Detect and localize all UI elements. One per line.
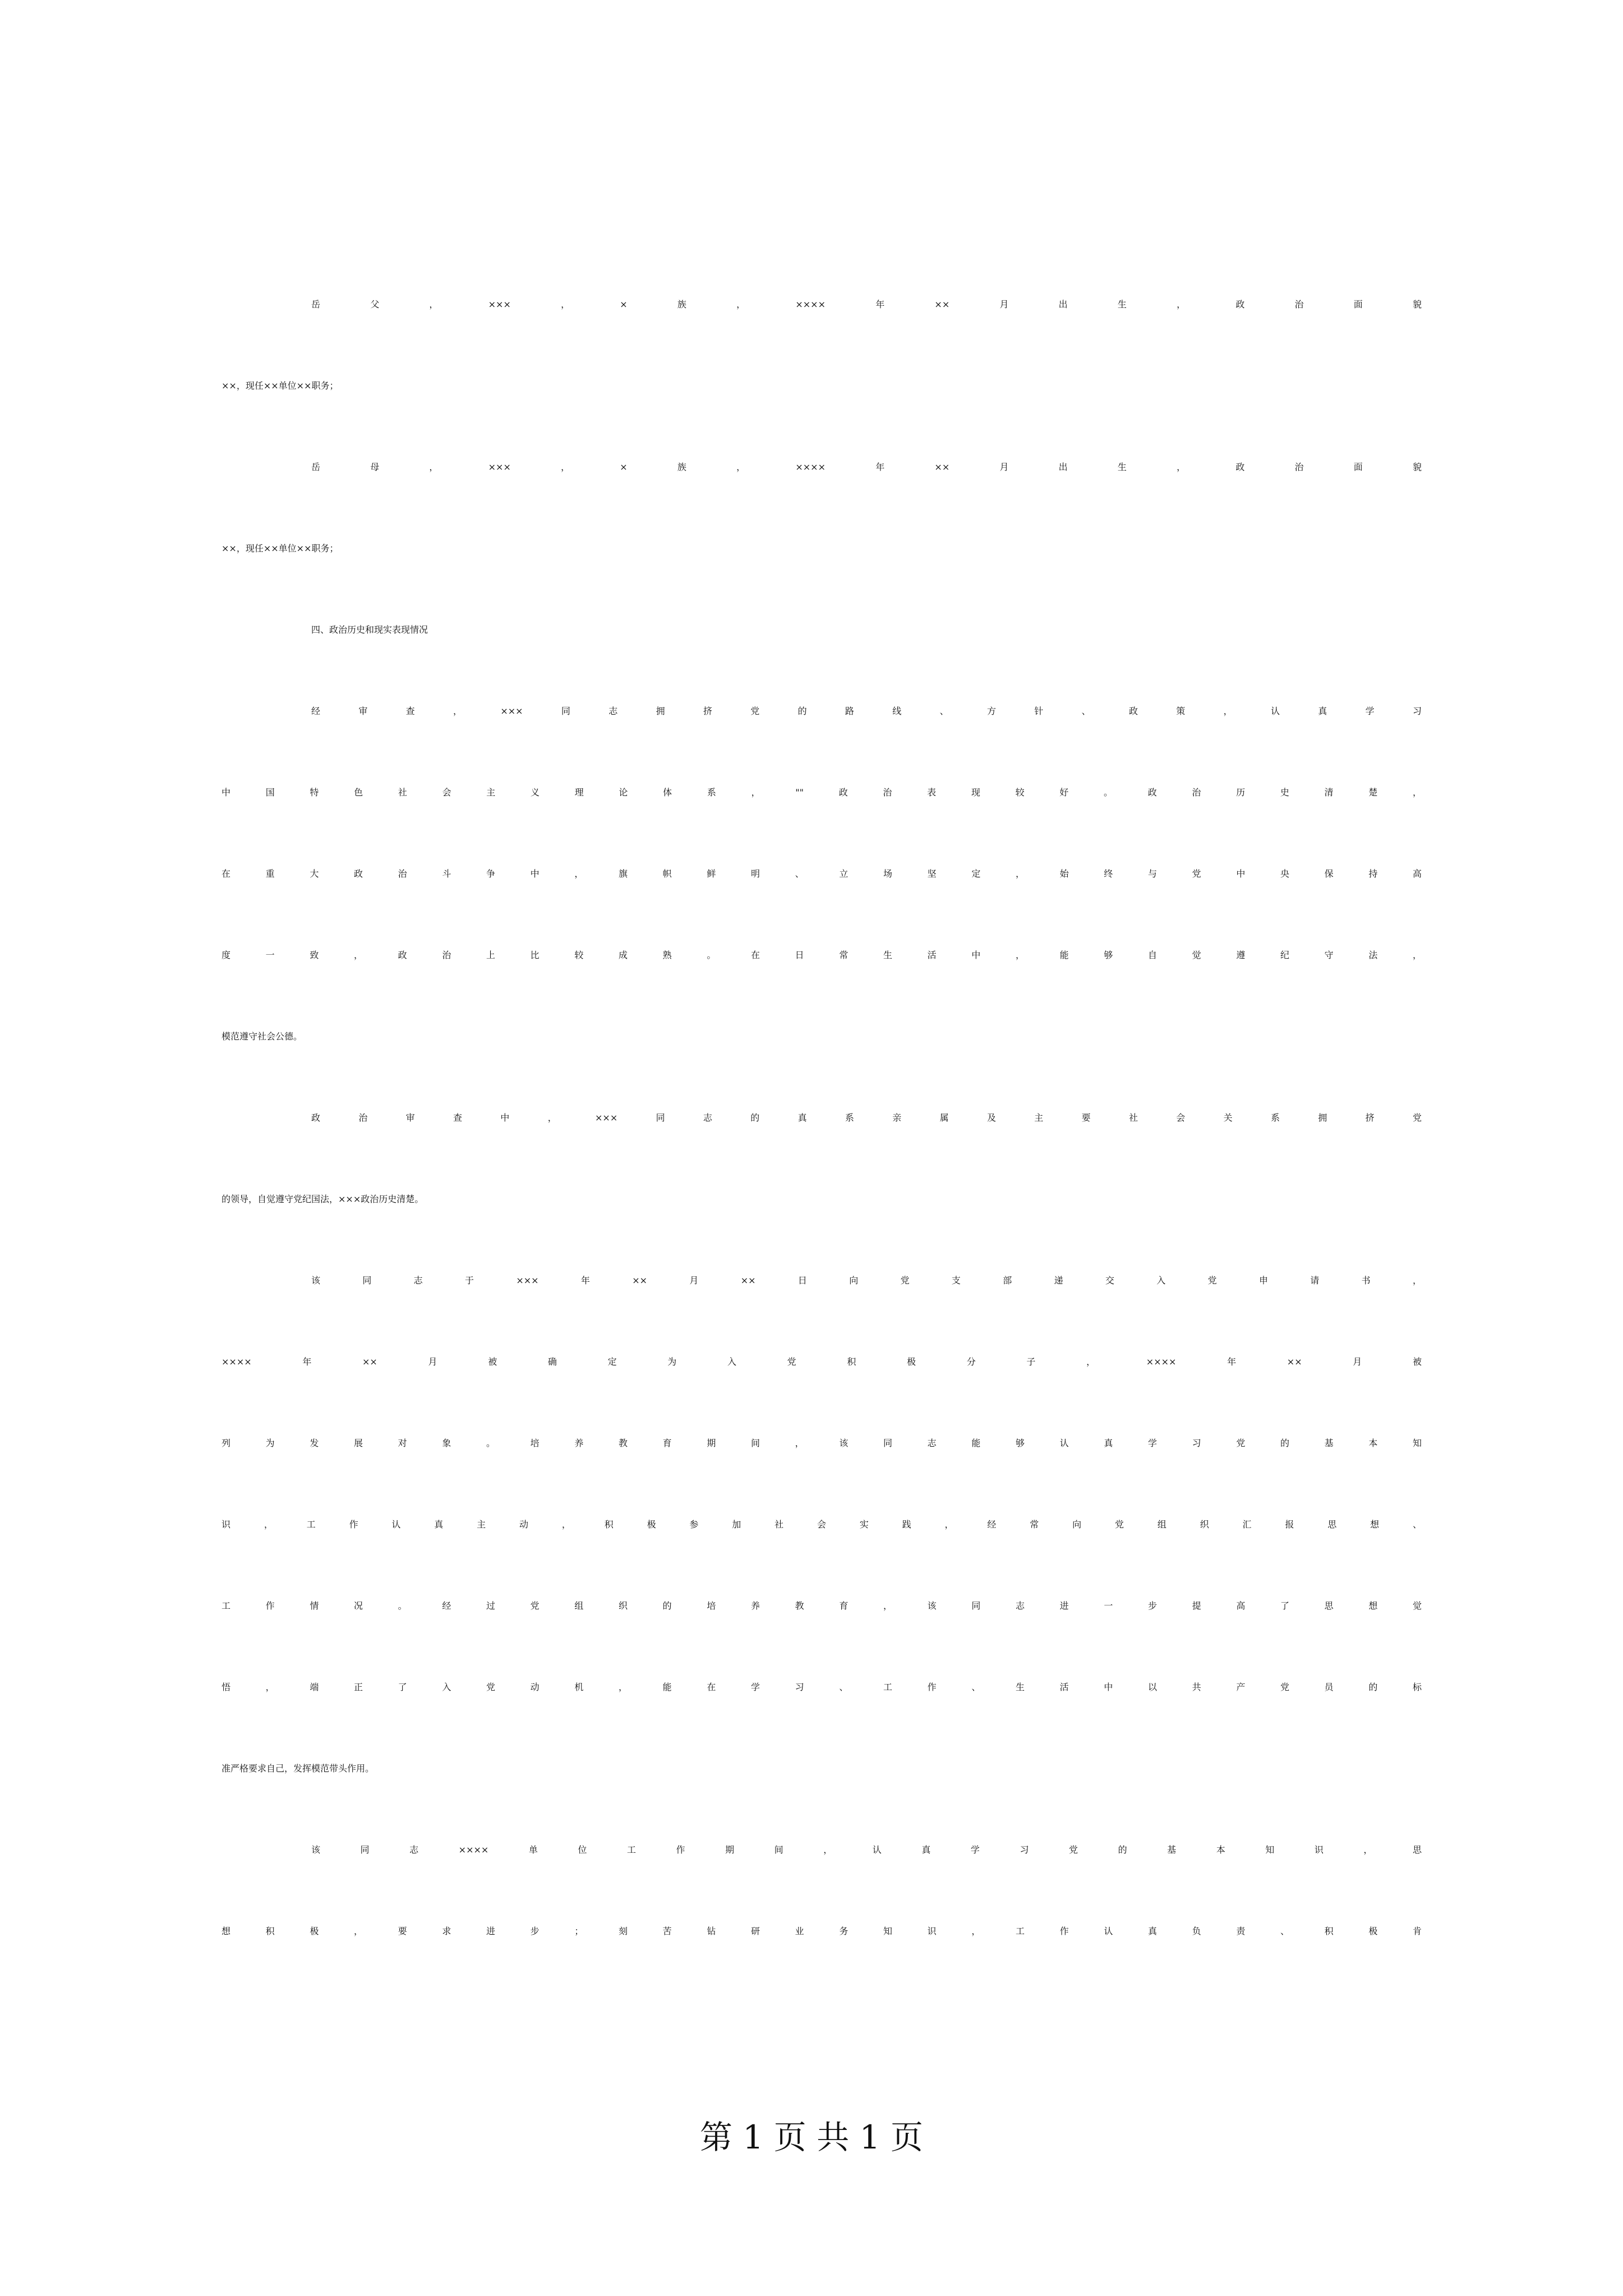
text-line: 列为发展对象。培养教育期间，该同志能够认真学习党的基本知 [222, 1438, 1422, 1448]
text-line: 四、政治历史和现实表现情况 [311, 624, 428, 635]
text-line: 工作情况。经过党组织的培养教育，该同志进一步提高了思想觉 [222, 1600, 1422, 1611]
text-line: 识，工作认真主动，积极参加社会实践，经常向党组织汇报思想、 [222, 1519, 1422, 1530]
text-line: 在重大政治斗争中，旗帜鲜明、立场坚定，始终与党中央保持高 [222, 868, 1422, 879]
text-line: 想积极，要求进步；刻苦钻研业务知识，工作认真负责、积极肯 [222, 1926, 1422, 1936]
text-line: 度一致，政治上比较成熟。在日常生活中，能够自觉遵纪守法， [222, 950, 1422, 960]
text-line: 中国特色社会主义理论体系，""政治表现较好。政治历史清楚， [222, 787, 1422, 798]
paragraph [222, 1111, 1422, 1273]
text-line: 该同志××××单位工作期间，认真学习党的基本知识，思 [311, 1844, 1422, 1855]
text-line: 该同志于×××年××月××日向党支部递交入党申请书， [311, 1275, 1422, 1286]
text-line: 模范遵守社会公德。 [222, 1031, 303, 1042]
page-footer: 第 1 页 共 1 页 [700, 2118, 923, 2156]
text-line: ××××年××月被确定为入党积极分子，××××年××月被 [222, 1356, 1422, 1367]
paragraph [222, 1843, 1422, 2005]
text-line: ××，现任××单位××职务； [222, 380, 339, 391]
text-line: 准严格要求自己，发挥模范带头作用。 [222, 1763, 375, 1774]
text-line: 悟，端正了入党动机，能在学习、工作、生活中以共产党员的标 [222, 1682, 1422, 1692]
text-line: 岳父，×××，×族，××××年××月出生，政治面貌 [311, 299, 1422, 310]
text-line: 经审查，×××同志拥挤党的路线、方针、政策，认真学习 [311, 706, 1422, 716]
paragraph [222, 1273, 1422, 1843]
text-line: ××，现任××单位××职务； [222, 543, 339, 554]
paragraph [222, 623, 1422, 704]
paragraph [222, 704, 1422, 1111]
document-body [222, 297, 1422, 2005]
text-line: 岳母，×××，×族，××××年××月出生，政治面貌 [311, 462, 1422, 472]
text-line: 的领导，自觉遵守党纪国法，×××政治历史清楚。 [222, 1194, 424, 1204]
paragraph [222, 460, 1422, 623]
text-line: 政治审查中，×××同志的真系亲属及主要社会关系拥挤党 [311, 1112, 1422, 1123]
paragraph [222, 297, 1422, 460]
